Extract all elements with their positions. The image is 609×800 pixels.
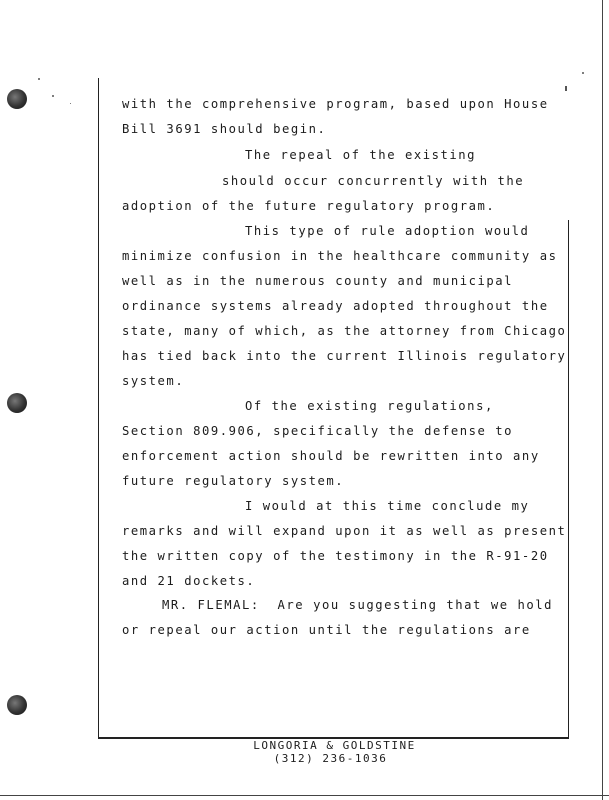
transcript-line: well as in the numerous county and municipal xyxy=(122,274,514,288)
scan-speck xyxy=(70,103,71,104)
transcript-line: system. xyxy=(122,374,185,388)
binder-hole-top xyxy=(7,89,27,109)
transcript-line: I would at this time conclude my xyxy=(245,499,530,513)
left-margin-line xyxy=(98,78,99,738)
binder-hole-bottom xyxy=(7,695,27,715)
transcript-line: MR. FLEMAL: Are you suggesting that we hold xyxy=(162,598,554,612)
binder-hole-middle xyxy=(7,393,27,413)
transcript-line: has tied back into the current Illinois regulatory xyxy=(122,349,567,363)
transcript-line: Of the existing regulations, xyxy=(245,399,494,413)
right-margin-line xyxy=(568,220,569,738)
transcript-line: ordinance systems already adopted throughout the xyxy=(122,299,549,313)
reporter-name: LONGORIA & GOLDSTINE xyxy=(253,739,416,752)
transcript-line: with the comprehensive program, based upon House xyxy=(122,97,549,111)
transcript-line: future regulatory system. xyxy=(122,474,345,488)
transcript-line: adoption of the future regulatory program. xyxy=(122,199,496,213)
transcript-line: minimize confusion in the healthcare community as xyxy=(122,249,558,263)
transcript-line: Section 809.906, specifically the defense to xyxy=(122,424,514,438)
scan-speck xyxy=(582,72,584,74)
reporter-phone: (312) 236-1036 xyxy=(273,752,388,765)
transcript-line: the written copy of the testimony in the R-91-20 xyxy=(122,549,549,563)
transcript-line: Bill 3691 should begin. xyxy=(122,122,327,136)
transcript-line: remarks and will expand upon it as well as present xyxy=(122,524,567,538)
transcript-line: or repeal our action until the regulations are xyxy=(122,623,531,637)
transcript-line: should occur concurrently with the xyxy=(222,174,525,188)
scan-speck xyxy=(565,86,567,91)
transcript-line: The repeal of the existing xyxy=(245,148,477,162)
page-edge-bottom xyxy=(0,795,609,796)
transcript-line: and 21 dockets. xyxy=(122,574,256,588)
transcript-line: enforcement action should be rewritten into any xyxy=(122,449,540,463)
transcript-line: This type of rule adoption would xyxy=(245,224,530,238)
transcript-line: state, many of which, as the attorney from Chicago xyxy=(122,324,567,338)
scan-speck xyxy=(38,78,40,80)
page-edge-right xyxy=(602,0,603,800)
scan-speck xyxy=(52,95,54,97)
